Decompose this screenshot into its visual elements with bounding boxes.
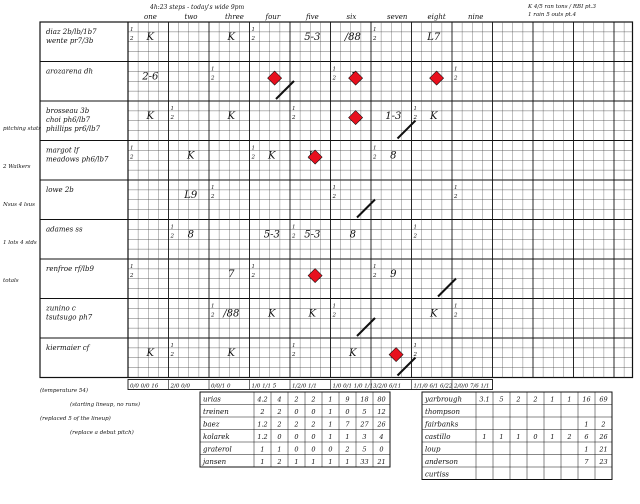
- play-mark: 1-3: [385, 110, 402, 122]
- pitcher-stat: 1.2: [257, 433, 268, 441]
- scoring-grid: [40, 22, 633, 378]
- pitcher-stat: 16: [582, 395, 591, 404]
- bottom-margin-note: (temperature 54): [40, 388, 89, 394]
- count-mark: 2: [251, 273, 255, 279]
- play-mark: K: [187, 150, 195, 162]
- pitcher-stat: 1: [328, 420, 333, 429]
- play-mark: K: [227, 110, 236, 122]
- pitcher-stat: 0: [345, 408, 350, 416]
- batter-name: tsutsugo ph7: [46, 313, 93, 322]
- inning-end-slash: [357, 200, 375, 218]
- count-mark: 2: [292, 352, 296, 358]
- count-mark: 2: [211, 194, 215, 200]
- batter-name: adames ss: [46, 225, 83, 234]
- bottom-margin-note: (replaced 5 of the lineup): [40, 416, 111, 422]
- count-mark: 2: [251, 36, 255, 42]
- pitcher-stat: 0: [311, 408, 316, 416]
- count-mark: 1: [332, 303, 336, 310]
- play-mark: K: [430, 308, 438, 320]
- batter-name: choi ph6/lb7: [46, 116, 91, 124]
- pitcher-stat: 1: [328, 433, 333, 441]
- left-margin-note: 1 lots 4 stds: [3, 240, 37, 246]
- left-margin-note: pitching stats: [3, 126, 42, 132]
- batter-name: renfroe rf/lb9: [46, 265, 94, 273]
- right-note-1: K 4/5 ran tons / RBI pt.3: [528, 4, 596, 10]
- count-mark: 2: [130, 36, 134, 42]
- count-mark: 1: [292, 106, 296, 112]
- play-mark: K: [268, 308, 276, 320]
- pitcher-stat: 5: [362, 445, 367, 454]
- left-margin-notes: [2, 126, 41, 284]
- count-mark: 1: [130, 27, 134, 33]
- pitcher-stat: 4.2: [257, 395, 268, 404]
- count-mark: 2: [170, 115, 174, 121]
- count-mark: 1: [454, 66, 458, 73]
- batter-name: brosseau 3b: [46, 107, 90, 115]
- pitcher-stat: 18: [360, 395, 369, 404]
- count-mark: 2: [332, 194, 336, 200]
- pitcher-stat: 1.2: [257, 420, 268, 429]
- play-mark: 9: [390, 268, 397, 280]
- count-mark: 1: [454, 303, 458, 310]
- inning-end-slash: [357, 318, 375, 336]
- pitcher-stat: 1: [550, 433, 555, 441]
- pitcher-stat: 0: [277, 433, 282, 441]
- pitcher-stat: 2: [601, 420, 606, 429]
- inning-label-2: two: [184, 13, 198, 21]
- left-margin-note: 2 Walkers: [3, 164, 31, 170]
- pitcher-name: castillo: [425, 433, 451, 441]
- count-mark: 1: [373, 27, 377, 33]
- left-margin-note: Nsus 4 lsus: [3, 202, 35, 208]
- count-mark: 1: [332, 66, 336, 73]
- pitcher-stat: 4: [379, 433, 384, 441]
- inning-end-slash: [438, 279, 456, 297]
- inning-label-7: seven: [387, 13, 408, 21]
- count-mark: 1: [292, 343, 296, 349]
- play-mark: L7: [427, 31, 441, 43]
- pitcher-stat: 2: [311, 395, 316, 404]
- pitcher-stat: 0: [294, 445, 299, 454]
- pitcher-stat: 0: [328, 445, 333, 454]
- play-mark: K: [146, 110, 155, 122]
- right-note-2: 1 rain 5 outs pt.4: [528, 12, 577, 18]
- count-mark: 1: [373, 264, 377, 270]
- count-mark: 2: [373, 36, 377, 42]
- count-mark: 1: [413, 343, 417, 349]
- pitcher-stat: 1: [328, 408, 333, 416]
- count-mark: 2: [332, 312, 336, 319]
- inning-label-6: six: [346, 13, 357, 21]
- pitcher-stat: 0: [379, 445, 384, 454]
- pitcher-stat: 7: [345, 420, 350, 429]
- pitcher-stat: 21: [377, 458, 386, 466]
- count-mark: 2: [211, 312, 215, 319]
- batter-name: meadows ph6/lb7: [46, 155, 109, 164]
- count-mark: 1: [211, 66, 215, 73]
- inning-total: 0/0/1 0: [211, 383, 231, 390]
- pitcher-stat: 5: [499, 395, 504, 404]
- pitcher-name: loup: [425, 445, 441, 454]
- pitcher-stat: 0: [311, 433, 316, 441]
- count-mark: 2: [413, 115, 417, 121]
- pitcher-stat: 5: [362, 408, 367, 416]
- play-mark: K: [349, 347, 357, 359]
- pitcher-stat: 1: [328, 458, 333, 466]
- batter-name: zunino c: [46, 304, 76, 313]
- batter-name: lowe 2b: [46, 186, 74, 194]
- play-mark: 8: [187, 229, 194, 241]
- play-mark: K: [146, 347, 155, 359]
- pitchers-table-home: [422, 392, 612, 480]
- pitcher-name: baez: [203, 420, 220, 429]
- scoring-marks: [129, 27, 458, 376]
- play-mark: 5-3: [304, 229, 321, 241]
- count-mark: 2: [454, 312, 458, 319]
- count-mark: 2: [130, 273, 134, 279]
- inning-label-3: three: [225, 13, 244, 21]
- bottom-margin-note: (replace a debut pitch): [70, 430, 134, 436]
- count-mark: 1: [413, 224, 417, 231]
- inning-total: 1/2/0 1/1: [292, 383, 317, 390]
- pitcher-stat: 2: [277, 420, 282, 429]
- pitcher-name: urias: [203, 395, 221, 404]
- inning-label-4: four: [265, 13, 281, 21]
- inning-end-slash: [276, 81, 294, 99]
- pitcher-name: fairbanks: [425, 420, 459, 429]
- innings-header: [144, 13, 483, 21]
- lineup-column: [45, 28, 109, 352]
- pitcher-stat: 1: [345, 433, 350, 441]
- count-mark: 2: [373, 154, 377, 161]
- play-mark: L9: [184, 189, 198, 201]
- play-mark: 5-3: [304, 31, 321, 43]
- pitcher-name: anderson: [425, 458, 458, 466]
- count-mark: 2: [130, 154, 134, 161]
- count-mark: 1: [211, 185, 215, 191]
- count-mark: 2: [454, 75, 458, 82]
- pitcher-stat: 80: [377, 395, 386, 404]
- count-mark: 2: [170, 233, 174, 240]
- pitcher-stat: 69: [599, 395, 608, 404]
- pitcher-name: kolarek: [203, 433, 230, 441]
- pitcher-stat: 1: [260, 458, 265, 466]
- pitchers-table-away: [200, 392, 390, 467]
- pitcher-stat: 1: [328, 395, 333, 404]
- pitcher-stat: 23: [599, 458, 608, 466]
- pitcher-stat: 1: [482, 433, 487, 441]
- pitcher-stat: 7: [584, 458, 589, 466]
- pitcher-stat: 26: [377, 420, 386, 429]
- batter-name: diaz 2b/lb/1b7: [46, 28, 97, 36]
- play-mark: K: [268, 150, 276, 162]
- count-mark: 2: [413, 233, 417, 240]
- count-mark: 1: [170, 224, 174, 231]
- count-mark: 1: [130, 145, 134, 152]
- count-mark: 1: [170, 106, 174, 112]
- pitcher-stat: 1: [567, 395, 572, 404]
- count-mark: 1: [211, 303, 215, 310]
- inning-total: 1/0 0/1 1/0 1/1: [332, 383, 374, 390]
- count-mark: 2: [292, 233, 296, 240]
- pitcher-stat: 1: [260, 445, 265, 454]
- inning-total: 2/0/0 7/6 1/1: [454, 383, 490, 390]
- play-mark: 5-3: [263, 229, 280, 241]
- pitcher-stat: 0: [294, 433, 299, 441]
- pitcher-stat: 1: [584, 420, 589, 429]
- count-mark: 2: [211, 75, 215, 82]
- play-mark: K: [308, 308, 317, 320]
- pitcher-stat: 2: [516, 395, 521, 404]
- play-mark: 8: [349, 229, 356, 241]
- count-mark: 1: [373, 145, 377, 152]
- count-mark: 2: [454, 194, 458, 200]
- pitcher-stat: 26: [599, 433, 608, 441]
- count-mark: 1: [251, 145, 255, 152]
- inning-total: 3/2/0 6/11: [373, 383, 402, 390]
- count-mark: 2: [373, 273, 377, 279]
- inning-total: 1/0 1/1 5: [251, 383, 277, 390]
- pitcher-stat: 6: [584, 433, 589, 441]
- count-mark: 2: [251, 154, 255, 161]
- pitcher-stat: 1: [584, 445, 589, 454]
- pitcher-stat: 2: [260, 408, 265, 416]
- play-mark: K: [430, 110, 438, 122]
- count-mark: 1: [332, 185, 336, 191]
- bottom-margin-note: (starting lineup, no runs): [70, 402, 141, 408]
- pitcher-stat: 2: [533, 395, 538, 404]
- pitcher-stat: 1: [499, 433, 504, 441]
- pitcher-stat: 1: [294, 458, 299, 466]
- pitcher-stat: 0: [311, 445, 316, 454]
- inning-totals-row: [128, 380, 493, 390]
- pitcher-stat: 2: [294, 395, 299, 404]
- inning-label-1: one: [144, 13, 157, 21]
- batter-name: margot lf: [46, 146, 79, 155]
- count-mark: 2: [292, 115, 296, 121]
- pitcher-name: treinen: [203, 408, 229, 416]
- pitcher-stat: 9: [345, 395, 350, 404]
- inning-end-slash: [398, 358, 416, 376]
- inning-total: 1/1/0 6/1 6/22: [413, 383, 453, 390]
- count-mark: 1: [251, 27, 255, 33]
- header-notes: [149, 4, 596, 18]
- pitcher-stat: 2: [277, 408, 282, 416]
- count-mark: 1: [130, 264, 134, 270]
- pitcher-stat: 1: [345, 458, 350, 466]
- batter-name: phillips pr6/lb7: [46, 125, 101, 133]
- pitcher-name: jansen: [203, 458, 227, 466]
- inning-label-9: nine: [468, 13, 484, 21]
- batter-name: kiermaier cf: [46, 344, 90, 352]
- pitcher-stat: 1: [550, 395, 555, 404]
- pitcher-stat: 4: [277, 395, 282, 404]
- pitcher-stat: 33: [360, 458, 369, 466]
- pitcher-stat: 21: [599, 445, 608, 454]
- play-mark: 7: [228, 268, 235, 280]
- inning-label-5: five: [306, 13, 319, 21]
- count-mark: 2: [332, 75, 336, 82]
- pitcher-stat: 0: [533, 433, 538, 441]
- inning-label-8: eight: [427, 13, 446, 21]
- inning-total: 0/0 0/0 16: [130, 383, 159, 390]
- pitcher-name: yarbrough: [425, 395, 463, 404]
- pitcher-stat: 27: [360, 420, 369, 429]
- play-mark: K: [227, 347, 236, 359]
- pitcher-stat: 2: [294, 420, 299, 429]
- count-mark: 2: [413, 352, 417, 358]
- pitcher-stat: 0: [294, 408, 299, 416]
- pitcher-stat: 2: [311, 420, 316, 429]
- pitcher-stat: 1: [516, 433, 521, 441]
- count-mark: 1: [170, 343, 174, 349]
- count-mark: 1: [251, 264, 255, 270]
- pitcher-stat: 12: [377, 408, 386, 416]
- inning-total: 2/0 0/0: [170, 383, 190, 390]
- top-note: 4h:23 steps - today's wide 9pm: [150, 4, 245, 11]
- count-mark: 2: [170, 352, 174, 358]
- pitcher-stat: 2: [567, 433, 572, 441]
- pitcher-name: graterol: [203, 445, 232, 454]
- play-mark: 8: [390, 150, 397, 162]
- left-margin-note: totals: [3, 278, 19, 284]
- pitcher-stat: 3: [362, 433, 367, 441]
- play-mark: /88: [344, 31, 361, 43]
- play-mark: /88: [223, 308, 240, 320]
- batter-name: wente pr7/3b: [46, 37, 94, 45]
- count-mark: 1: [413, 106, 417, 112]
- play-mark: 2-6: [142, 71, 159, 83]
- pitcher-stat: 1: [311, 458, 316, 466]
- pitcher-stat: 2: [345, 445, 350, 454]
- pitcher-stat: 2: [277, 458, 282, 466]
- bottom-margin-notes: [40, 387, 140, 436]
- play-mark: K: [227, 31, 236, 43]
- pitcher-stat: 3.1: [479, 395, 490, 404]
- pitcher-name: curtiss: [425, 470, 450, 479]
- pitcher-stat: 1: [277, 445, 282, 454]
- inning-end-slash: [398, 121, 416, 139]
- count-mark: 1: [292, 224, 296, 231]
- play-mark: K: [146, 31, 155, 43]
- batter-name: arozarena dh: [46, 67, 93, 76]
- pitcher-name: thompson: [425, 408, 460, 416]
- count-mark: 1: [454, 185, 458, 191]
